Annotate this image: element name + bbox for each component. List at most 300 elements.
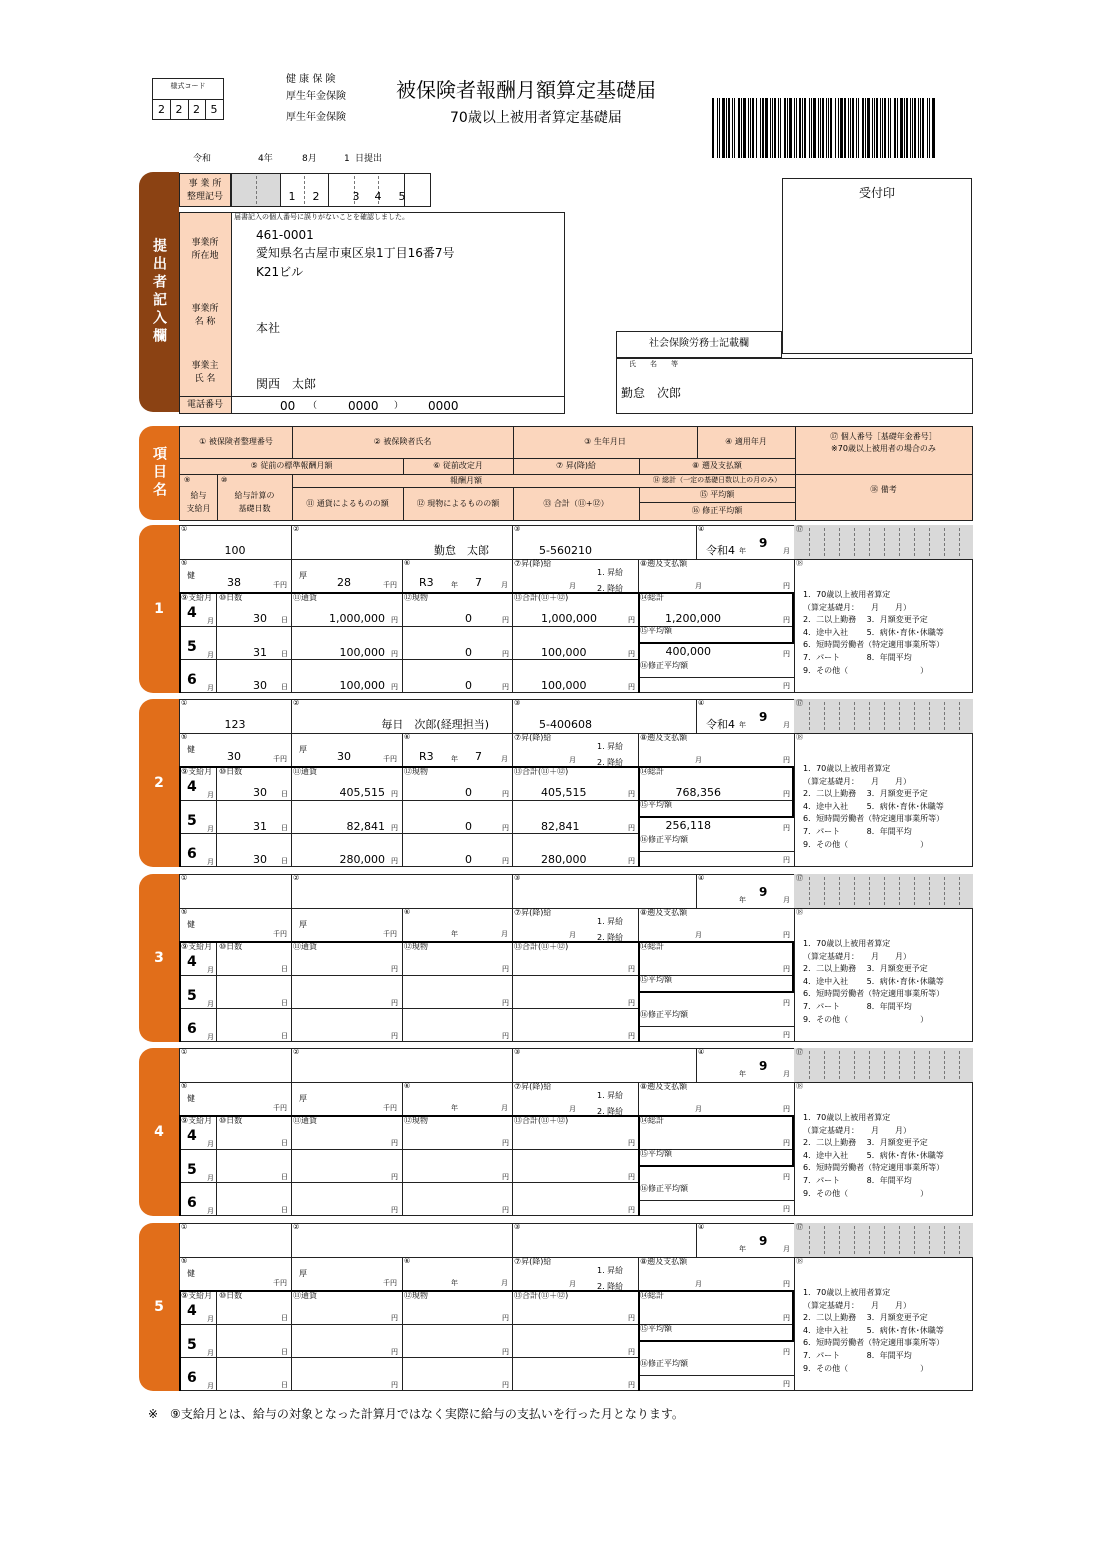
label-n4: ④ [698,874,705,882]
unit-month: 月 [207,858,214,866]
goods-amount[interactable]: 0 [465,612,472,625]
label-sum: ⑭総計 [640,1291,664,1300]
remark-item: 2．二以上勤務 3．月額変更予定 [803,789,928,799]
label-pay-month: ⑨支給月 [181,1291,213,1300]
remark-item: 6．短時間労働者（特定適用事業所等） [803,1338,945,1348]
unit-day: 日 [281,1139,288,1147]
label-health: 健 [187,1269,195,1278]
unit-day: 日 [281,1348,288,1356]
label-goods: ⑫現物 [404,1116,428,1125]
pay-month: 4 [187,954,197,970]
unit-month: 月 [783,721,790,729]
insured-name[interactable]: 勤怠 太郎 [434,544,489,557]
apply-era[interactable]: 令和4 [706,544,735,557]
label-retro: ⑧遡及支払額 [640,1082,688,1091]
base-days[interactable]: 30 [253,786,267,799]
cash-amount[interactable]: 100,000 [339,679,385,692]
remark-item: （算定基礎月： 月 月） [803,1125,911,1135]
unit-yen: 円 [628,616,635,624]
unit-yen: 円 [783,931,790,939]
office-name[interactable]: 本社 [256,321,281,335]
label-n18: ⑱ [796,1257,803,1265]
pay-month: 4 [187,779,197,795]
unit-yen: 円 [628,1206,635,1214]
unit-month: 月 [207,966,214,974]
label-n1: ① [181,1223,188,1231]
owner-name[interactable]: 関西 太郎 [256,377,317,391]
label-mod-avg: ⑯修正平均額 [640,1359,688,1368]
label-days: ⑩日数 [219,593,243,602]
unit-month: 月 [207,1349,214,1357]
remark-item: （算定基礎月： 月 月） [803,1300,911,1310]
unit-month: 月 [695,756,702,764]
label-n5: ⑤ [181,733,188,741]
unit-month: 月 [207,791,214,799]
office-postal[interactable]: 461-0001 [256,228,314,242]
office-code-digit: 2 [312,190,320,203]
unit-yen: 円 [391,1032,398,1040]
unit-yen: 円 [391,650,398,658]
remark-item: 1．70歳以上被用者算定 [803,1288,891,1297]
unit-sen: 千円 [383,755,397,763]
unit-yen: 円 [502,999,509,1007]
goods-amount[interactable]: 0 [465,646,472,659]
unit-month: 月 [695,931,702,939]
label-mod-avg: ⑯修正平均額 [640,1010,688,1019]
cash-amount[interactable]: 82,841 [346,820,385,833]
unit-yen: 円 [502,650,509,658]
label-pay-month: ⑨支給月 [181,942,213,951]
office-code-digit: 4 [374,190,382,203]
label-n18: ⑱ [796,733,803,741]
submit-era: 令和 [193,154,212,164]
unit-yen: 円 [628,1348,635,1356]
remark-item: 7．パート 8．年間平均 [803,653,912,662]
unit-yen: 円 [391,824,398,832]
label-n6: ⑥ [404,908,411,916]
label-n6: ⑥ [404,733,411,741]
label-raise: ⑦昇(降)給 [514,908,552,917]
form-code-digit: 5 [210,103,218,116]
unit-yen: 円 [628,1139,635,1147]
pay-month: 5 [187,1162,197,1178]
label-n6: ⑥ [404,559,411,567]
office-code-box[interactable] [231,173,431,207]
prev-year[interactable]: R3 [419,576,434,589]
phone-part[interactable]: 0000 [348,399,379,413]
base-days[interactable]: 31 [253,646,267,659]
label-goods: ⑫現物 [404,1291,428,1300]
footnote: ※ ⑨支給月とは、給与の対象となった計算月ではなく実際に給与の支払いを行った月となります。 [148,1407,684,1421]
unit-yen: 円 [502,965,509,973]
unit-month: 月 [207,617,214,625]
unit-month: 月 [207,1000,214,1008]
prev-year[interactable]: R3 [419,750,434,763]
unit-yen: 円 [628,857,635,865]
pay-month: 5 [187,1337,197,1353]
label-retro: ⑧遡及支払額 [640,1257,688,1266]
unit-month: 月 [569,582,576,590]
label-up: 1. 昇給 [597,1091,624,1100]
unit-month: 月 [207,684,214,692]
goods-amount[interactable]: 0 [465,786,472,799]
remark-item: 9．その他（ ） [803,1014,929,1024]
prev-month[interactable]: 7 [475,576,482,589]
remark-item: （算定基礎月： 月 月） [803,951,911,961]
label-n17: ⑰ [796,699,803,707]
remark-item: 2．二以上勤務 3．月額変更予定 [803,1313,928,1323]
label-n17: ⑰ [796,525,803,533]
remark-item: 6．短時間労働者（特定適用事業所等） [803,640,945,650]
unit-yen: 円 [628,965,635,973]
unit-yen: 円 [628,1173,635,1181]
label-raise: ⑦昇(降)給 [514,1257,552,1266]
label-up: 1. 昇給 [597,742,624,751]
unit-month: 月 [783,1245,790,1253]
unit-yen: 円 [628,650,635,658]
remark-item: 7．パート 8．年間平均 [803,1176,912,1185]
unit-month: 月 [207,1382,214,1390]
avg-amount[interactable]: 256,118 [665,819,711,832]
form-code-digit: 2 [193,103,200,116]
base-days[interactable]: 30 [253,612,267,625]
unit-yen: 円 [783,1280,790,1288]
remark-item: 9．その他（ ） [803,839,929,849]
total-amount[interactable]: 280,000 [541,853,587,866]
office-info-box: 届書記入の個人番号に誤りがないことを確認しました。 事業所 所在地 461-0001 愛知県名古屋市東区泉1丁目16番7号 K21ビル 事業所 名 称 本社 事業主 氏 名 関西 太郎 電話番号 00 （ 0000 ） 0000 [179,212,565,414]
label-n2: ② [293,1048,300,1056]
items-tab: 項目名 [139,426,179,520]
unit-year: 年 [451,930,458,938]
cash-amount[interactable]: 405,515 [339,786,385,799]
unit-month: 月 [207,1174,214,1182]
submit-suffix: 日提出 [355,154,383,164]
remark-item: 2．二以上勤務 3．月額変更予定 [803,615,928,625]
label-days: ⑩日数 [219,767,243,776]
unit-yen: 円 [502,1206,509,1214]
insured-number[interactable]: 100 [224,544,246,557]
label-cash: ⑪通貨 [293,767,317,776]
submit-year: 4年 [258,154,273,164]
label-goods: ⑫現物 [404,593,428,602]
unit-yen: 円 [391,857,398,865]
total-amount[interactable]: 1,000,000 [541,612,597,625]
office-address-2[interactable]: K21ビル [256,265,304,279]
form-code-box [152,78,224,120]
label-avg: ⑮平均額 [640,1324,672,1333]
unit-yen: 円 [628,824,635,832]
apply-month: 9 [759,536,768,550]
unit-month: 月 [569,931,576,939]
label-retro: ⑧遡及支払額 [640,559,688,568]
unit-yen: 円 [783,1314,790,1322]
pay-month: 5 [187,988,197,1004]
unit-day: 日 [281,999,288,1007]
label-n1: ① [181,699,188,707]
label-avg: ⑮平均額 [640,800,672,809]
label-n4: ④ [698,699,705,707]
prev-health[interactable]: 38 [227,576,241,589]
label-n3: ③ [514,525,521,533]
remark-item: 4．途中入社 5．病休･育休･休職等 [803,1325,944,1335]
unit-yen: 円 [502,1348,509,1356]
office-code-digit: 3 [352,190,360,203]
unit-yen: 円 [391,1139,398,1147]
unit-month: 月 [501,1279,508,1287]
label-up: 1. 昇給 [597,917,624,926]
prev-pension[interactable]: 28 [337,576,351,589]
remark-item: 7．パート 8．年間平均 [803,827,912,836]
label-n2: ② [293,525,300,533]
unit-sen: 千円 [383,1279,397,1287]
label-sum: ⑭総計 [640,942,664,951]
label-avg: ⑮平均額 [640,626,672,635]
insured-number[interactable]: 123 [224,718,246,731]
remark-item: 1．70歳以上被用者算定 [803,1113,891,1122]
unit-month: 月 [501,755,508,763]
unit-yen: 円 [628,999,635,1007]
unit-yen: 円 [783,1105,790,1113]
label-raise: ⑦昇(降)給 [514,559,552,568]
label-n2: ② [293,699,300,707]
base-days[interactable]: 30 [253,679,267,692]
label-sum: ⑭総計 [640,767,664,776]
birth-date[interactable]: 5-400608 [539,718,592,731]
remark-item: 1．70歳以上被用者算定 [803,590,891,599]
label-n18: ⑱ [796,1082,803,1090]
label-retro: ⑧遡及支払額 [640,908,688,917]
label-days: ⑩日数 [219,1116,243,1125]
cash-amount[interactable]: 1,000,000 [329,612,385,625]
label-n18: ⑱ [796,908,803,916]
remark-item: 9．その他（ ） [803,1188,929,1198]
base-days[interactable]: 30 [253,853,267,866]
unit-day: 日 [281,650,288,658]
pay-month: 6 [187,1195,197,1211]
unit-month: 月 [501,930,508,938]
insured-name[interactable]: 毎日 次郎(経理担当) [381,718,489,731]
unit-sen: 千円 [383,581,397,589]
label-cash: ⑪通貨 [293,1291,317,1300]
label-health: 健 [187,920,195,929]
office-address-1[interactable]: 愛知県名古屋市東区泉1丁目16番7号 [256,246,455,260]
unit-yen: 円 [502,683,509,691]
unit-month: 月 [207,1033,214,1041]
person-tab: 2 [139,699,179,867]
unit-yen: 円 [391,1348,398,1356]
office-notice: 届書記入の個人番号に誤りがないことを確認しました。 [234,213,409,221]
person-tab: 3 [139,874,179,1042]
pay-month: 4 [187,1128,197,1144]
unit-month: 月 [569,756,576,764]
unit-yen: 円 [783,965,790,973]
total-amount[interactable]: 100,000 [541,646,587,659]
total-amount[interactable]: 82,841 [541,820,580,833]
label-down: 2. 降給 [597,933,624,942]
label-up: 1. 昇給 [597,1266,624,1275]
unit-year: 年 [451,581,458,589]
apply-month: 9 [759,885,768,899]
prev-health[interactable]: 30 [227,750,241,763]
unit-sen: 千円 [273,1279,287,1287]
label-n4: ④ [698,1048,705,1056]
apply-month: 9 [759,1059,768,1073]
label-total: ⑬合計(⑪＋⑫) [514,593,569,602]
unit-yen: 円 [502,1381,509,1389]
label-sum: ⑭総計 [640,1116,664,1125]
sum-amount[interactable]: 1,200,000 [665,612,721,625]
label-health: 健 [187,1094,195,1103]
goods-amount[interactable]: 0 [465,853,472,866]
unit-sen: 千円 [273,581,287,589]
unit-yen: 円 [391,616,398,624]
label-pension: 厚 [299,920,307,929]
unit-yen: 円 [391,1381,398,1389]
unit-yen: 円 [783,824,790,832]
unit-sen: 千円 [383,930,397,938]
cash-amount[interactable]: 100,000 [339,646,385,659]
remark-item: 4．途中入社 5．病休･育休･休職等 [803,801,944,811]
label-goods: ⑫現物 [404,767,428,776]
unit-year: 年 [739,896,746,904]
label-n3: ③ [514,1048,521,1056]
label-up: 1. 昇給 [597,568,624,577]
total-amount[interactable]: 100,000 [541,679,587,692]
label-n3: ③ [514,874,521,882]
insurance-type: 厚生年金保険 [286,91,346,102]
apply-era[interactable]: 令和4 [706,718,735,731]
label-n5: ⑤ [181,908,188,916]
unit-day: 日 [281,824,288,832]
unit-yen: 円 [628,1314,635,1322]
unit-day: 日 [281,1032,288,1040]
unit-month: 月 [207,1140,214,1148]
avg-amount[interactable]: 400,000 [665,645,711,658]
unit-yen: 円 [783,1380,790,1388]
sum-amount[interactable]: 768,356 [675,786,721,799]
receipt-stamp-box: 受付印 [782,178,972,354]
submitter-tab: 提出者記入欄 [139,172,179,412]
goods-amount[interactable]: 0 [465,820,472,833]
submit-day: 1 [344,154,350,164]
label-n4: ④ [698,1223,705,1231]
remark-item: 1．70歳以上被用者算定 [803,764,891,773]
form-code-digit: 2 [158,103,165,116]
unit-year: 年 [739,1245,746,1253]
unit-month: 月 [695,1280,702,1288]
unit-yen: 円 [502,824,509,832]
page-title: 被保険者報酬月額算定基礎届 [396,78,656,102]
label-sum: ⑭総計 [640,593,664,602]
unit-year: 年 [451,1104,458,1112]
label-n5: ⑤ [181,1257,188,1265]
base-days[interactable]: 31 [253,820,267,833]
unit-yen: 円 [783,582,790,590]
unit-yen: 円 [502,1032,509,1040]
remark-item: 2．二以上勤務 3．月額変更予定 [803,964,928,974]
label-retro: ⑧遡及支払額 [640,733,688,742]
label-total: ⑬合計(⑪＋⑫) [514,1291,569,1300]
label-n2: ② [293,1223,300,1231]
office-code-digit: 1 [288,190,296,203]
unit-year: 年 [739,721,746,729]
unit-day: 日 [281,616,288,624]
unit-month: 月 [569,1280,576,1288]
unit-day: 日 [281,857,288,865]
remark-item: 1．70歳以上被用者算定 [803,939,891,948]
phone-part[interactable]: 0000 [428,399,459,413]
label-n4: ④ [698,525,705,533]
label-pension: 厚 [299,571,307,580]
phone-part[interactable]: 00 [280,399,296,413]
label-n17: ⑰ [796,1048,803,1056]
unit-year: 年 [739,547,746,555]
unit-sen: 千円 [383,1104,397,1112]
items-header: ① 被保険者整理番号 ② 被保険者氏名 ③ 生年月日 ④ 適用年月 ⑰ 個人番号［基礎年金番号］ ※70歳以上被用者の場合のみ ⑤ 従前の標準報酬月額 ⑥ 従前改定月 ⑦ 昇(降)給 ⑧ 遡及支払額 ⑨ ⑩ 給与 支給月 給与計算の 基礎日数 報酬月額 ⑭ 総計（一定の基礎日数以上の月のみ） ⑮ 平均額 ⑯ 修正平均額 ⑪ 通貨によるものの額 ⑫ 現物によるものの額 ⑬ 合計（⑪+⑫） ⑱ 備考 [179,426,973,521]
label-n2: ② [293,874,300,882]
label-n17: ⑰ [796,874,803,882]
pay-month: 6 [187,846,197,862]
cash-amount[interactable]: 280,000 [339,853,385,866]
label-cash: ⑪通貨 [293,1116,317,1125]
person-tab: 5 [139,1223,179,1391]
submit-month: 8月 [302,154,317,164]
person-tab: 1 [139,525,179,693]
label-total: ⑬合計(⑪＋⑫) [514,1116,569,1125]
prev-month[interactable]: 7 [475,750,482,763]
unit-month: 月 [207,1315,214,1323]
unit-day: 日 [281,965,288,973]
birth-date[interactable]: 5-560210 [539,544,592,557]
unit-year: 年 [451,755,458,763]
label-total: ⑬合計(⑪＋⑫) [514,942,569,951]
remark-item: 6．短時間労働者（特定適用事業所等） [803,1163,945,1173]
sharoushi-name[interactable]: 勤怠 次郎 [621,386,682,400]
page-subtitle: 70歳以上被用者算定基礎届 [450,110,622,126]
total-amount[interactable]: 405,515 [541,786,587,799]
unit-yen: 円 [783,1173,790,1181]
insurance-type: 厚生年金保険 [286,112,346,123]
unit-yen: 円 [628,1032,635,1040]
unit-month: 月 [695,1105,702,1113]
prev-pension[interactable]: 30 [337,750,351,763]
unit-yen: 円 [783,790,790,798]
unit-yen: 円 [391,1314,398,1322]
pay-month: 6 [187,1021,197,1037]
label-avg: ⑮平均額 [640,975,672,984]
label-health: 健 [187,745,195,754]
label-n1: ① [181,1048,188,1056]
label-n6: ⑥ [404,1082,411,1090]
remark-item: 9．その他（ ） [803,1363,929,1373]
unit-yen: 円 [391,999,398,1007]
label-n3: ③ [514,1223,521,1231]
label-n1: ① [181,874,188,882]
remark-item: （算定基礎月： 月 月） [803,776,911,786]
remark-item: 4．途中入社 5．病休･育休･休職等 [803,1150,944,1160]
form-code-digit: 2 [175,103,183,116]
unit-yen: 円 [391,683,398,691]
label-pay-month: ⑨支給月 [181,767,213,776]
unit-month: 月 [783,547,790,555]
label-raise: ⑦昇(降)給 [514,733,552,742]
goods-amount[interactable]: 0 [465,679,472,692]
apply-month: 9 [759,1234,768,1248]
remark-item: 6．短時間労働者（特定適用事業所等） [803,814,945,824]
remark-item: 2．二以上勤務 3．月額変更予定 [803,1138,928,1148]
remark-item: 4．途中入社 5．病休･育休･休職等 [803,976,944,986]
barcode [712,98,938,160]
